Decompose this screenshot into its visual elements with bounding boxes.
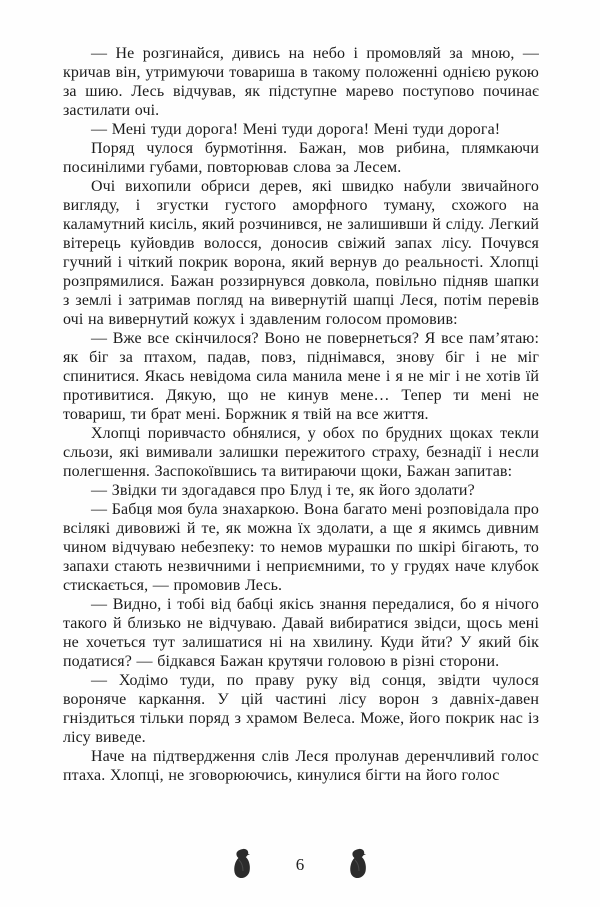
raven-ornament-right-icon bbox=[347, 848, 369, 880]
paragraph: — Видно, і тобі від бабці якісь знання передалися, бо я нічого такого й близько не відчуваю. Давай вибиратися звідси, щось мені не хочеться тут залишатися ні на хвилину. Куди йти? У який бік податися? — бідкався Бажан крутячи головою в різні сторони. bbox=[63, 596, 539, 670]
paragraph: Наче на підтвердження слів Леся пролунав деренчливий голос птаха. Хлопці, не зговорюючись, кинулися бігти на його голос bbox=[63, 748, 539, 784]
paragraph: — Вже все скінчилося? Воно не повернеться? Я все пам’ятаю: як біг за птахом, падав, повз, піднімався, знову біг і не міг спинитися. Якась невідома сила манила мене і я не міг і не хотів їй противитися. Дякую, що не кинув мене… Тепер ти мені не товариш, ти брат мені. Боржник я твій на все життя. bbox=[63, 330, 539, 423]
paragraph: — Звідки ти здогадався про Блуд і те, як його здолати? bbox=[91, 482, 475, 499]
page-text-block bbox=[63, 44, 539, 785]
paragraph: Поряд чулося бурмотіння. Бажан, мов рибина, плямкаючи посинілими губами, повторював слова за Лесем. bbox=[63, 140, 539, 176]
paragraph: — Ходімо туди, по праву руку від сонця, звідти чулося вороняче каркання. У цій частині лісу ворон з давніх-давен гніздиться тільки поряд з храмом Велеса. Може, його покрик нас із лісу виведе. bbox=[63, 672, 539, 746]
paragraph: — Мені туди дорога! Мені туди дорога! Мені туди дорога! bbox=[91, 121, 501, 138]
page-footer bbox=[0, 844, 600, 884]
page-number: 6 bbox=[295, 854, 305, 874]
paragraph: — Не розгинайся, дивись на небо і промовляй за мною, — кричав він, утримуючи товариша в такому положенні однією рукою за шию. Лесь відчував, як підступне марево поступово починає застилати очі. bbox=[63, 45, 539, 119]
paragraph: Очі вихопили обриси дерев, які швидко набули звичайного вигляду, і згустки густого аморфного туману, схожого на каламутний кисіль, який розчинився, не залишивши й сліду. Легкий вітерець куйовдив волосся, доносив свіжий запах лісу. Почувся гучний і чіткий покрик ворона, який вернув до реальності. Хлопці розпрямилися. Бажан роззирнувся довкола, повільно підняв шапки з землі і затримав погляд на вивернутій шапці Леся, потім перевів очі на вивернутий кожух і здавленим голосом промовив: bbox=[63, 178, 539, 328]
raven-ornament-left-icon bbox=[231, 848, 253, 880]
paragraph: Хлопці поривчасто обнялися, у обох по брудних щоках текли сльози, які вимивали залишки пережитого страху, безнадії і несли полегшення. Заспокоївшись та витираючи щоки, Бажан запитав: bbox=[63, 425, 539, 480]
paragraph: — Бабця моя була знахаркою. Вона багато мені розповідала про всілякі дивовижі й те, як можна їх здолати, а ще я якимсь дивним чином відчуваю небезпеку: то немов мурашки по шкірі бігають, то запахи стають незвичними і неприємними, то у грудях наче клубок стискається, — промовив Лесь. bbox=[63, 501, 539, 594]
